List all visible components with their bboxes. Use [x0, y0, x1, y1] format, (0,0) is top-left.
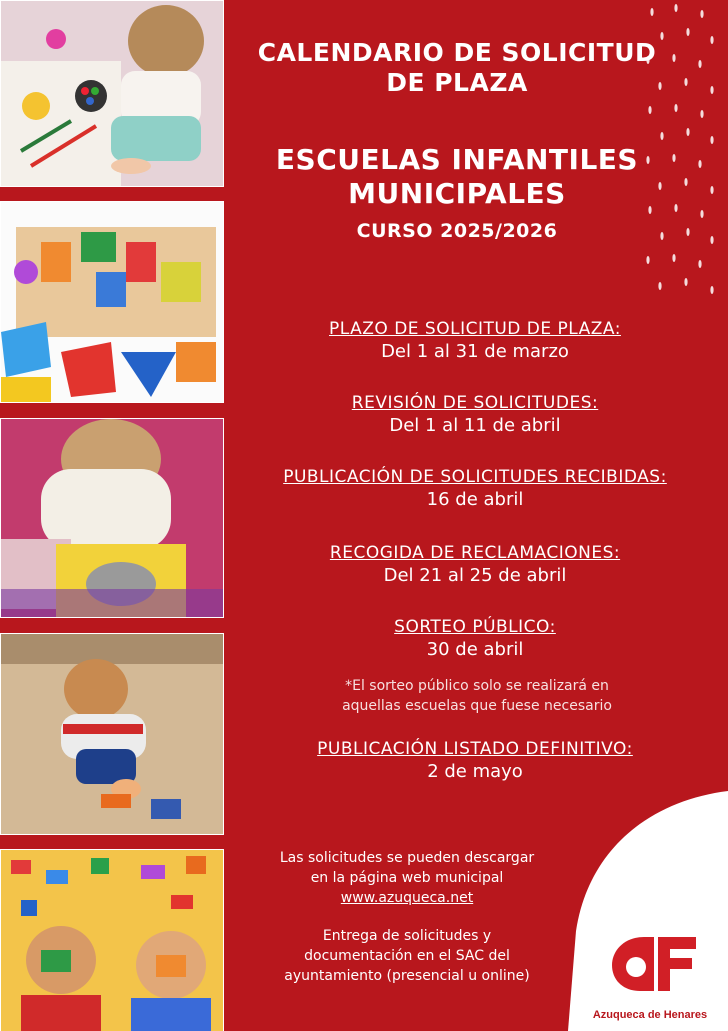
schedule-label: SORTEO PÚBLICO: [394, 617, 556, 637]
schedule-value: Del 21 al 25 de abril [383, 565, 567, 586]
website-link[interactable]: www.azuqueca.net [340, 890, 474, 906]
delivery-info [232, 926, 582, 986]
schedule-label: REVISIÓN DE SOLICITUDES: [351, 393, 599, 413]
note-line-2: aquellas escuelas que fuese necesario [342, 698, 612, 714]
logo-text: Azuqueca de Henares [592, 1009, 708, 1021]
schedule-label: RECOGIDA DE RECLAMACIONES: [329, 543, 621, 563]
azuqueca-logo-icon [610, 929, 698, 995]
schedule-label: PUBLICACIÓN DE SOLICITUDES RECIBIDAS: [283, 467, 667, 487]
delivery-line-3: ayuntamiento (presencial u online) [284, 968, 530, 984]
schedule-label: PLAZO DE SOLICITUD DE PLAZA: [329, 319, 621, 339]
subtitle-line-2: MUNICIPALES [348, 177, 566, 210]
schedule-label: PUBLICACIÓN LISTADO DEFINITIVO: [317, 739, 633, 759]
schedule-item [232, 318, 718, 363]
schedule-value: 30 de abril [426, 639, 524, 660]
schedule-value: 2 de mayo [427, 761, 523, 782]
logo-corner-shape [568, 791, 728, 1031]
delivery-line-2: documentación en el SAC del [304, 948, 510, 964]
poster-title [232, 38, 682, 98]
photo-children-blocks [0, 849, 224, 1031]
photo-child-sand [0, 633, 224, 835]
title-line-2: DE PLAZA [386, 68, 528, 97]
note-line-1: *El sorteo público solo se realizará en [345, 678, 609, 694]
schedule-item [232, 466, 718, 511]
title-line-1: CALENDARIO DE SOLICITUD [257, 38, 657, 67]
schedule-value: Del 1 al 31 de marzo [381, 341, 569, 362]
download-info [232, 848, 582, 908]
schedule-value: 16 de abril [426, 489, 524, 510]
schedule-item [232, 616, 718, 661]
photo-wooden-toys [0, 201, 224, 403]
subtitle-line-1: ESCUELAS INFANTILES [275, 143, 639, 176]
schedule-item [232, 738, 718, 783]
schedule-value: Del 1 al 11 de abril [389, 415, 561, 436]
schedule-item [232, 542, 718, 587]
poster-subtitle [232, 143, 682, 211]
schedule-item [232, 392, 718, 437]
photo-baby-book [0, 418, 224, 618]
download-line-2: en la página web municipal [310, 870, 504, 886]
photo-child-painting [0, 0, 224, 187]
delivery-line-1: Entrega de solicitudes y [322, 928, 492, 944]
download-line-1: Las solicitudes se pueden descargar [279, 850, 535, 866]
draw-note [282, 676, 672, 716]
course-year: CURSO 2025/2026 [356, 220, 558, 242]
